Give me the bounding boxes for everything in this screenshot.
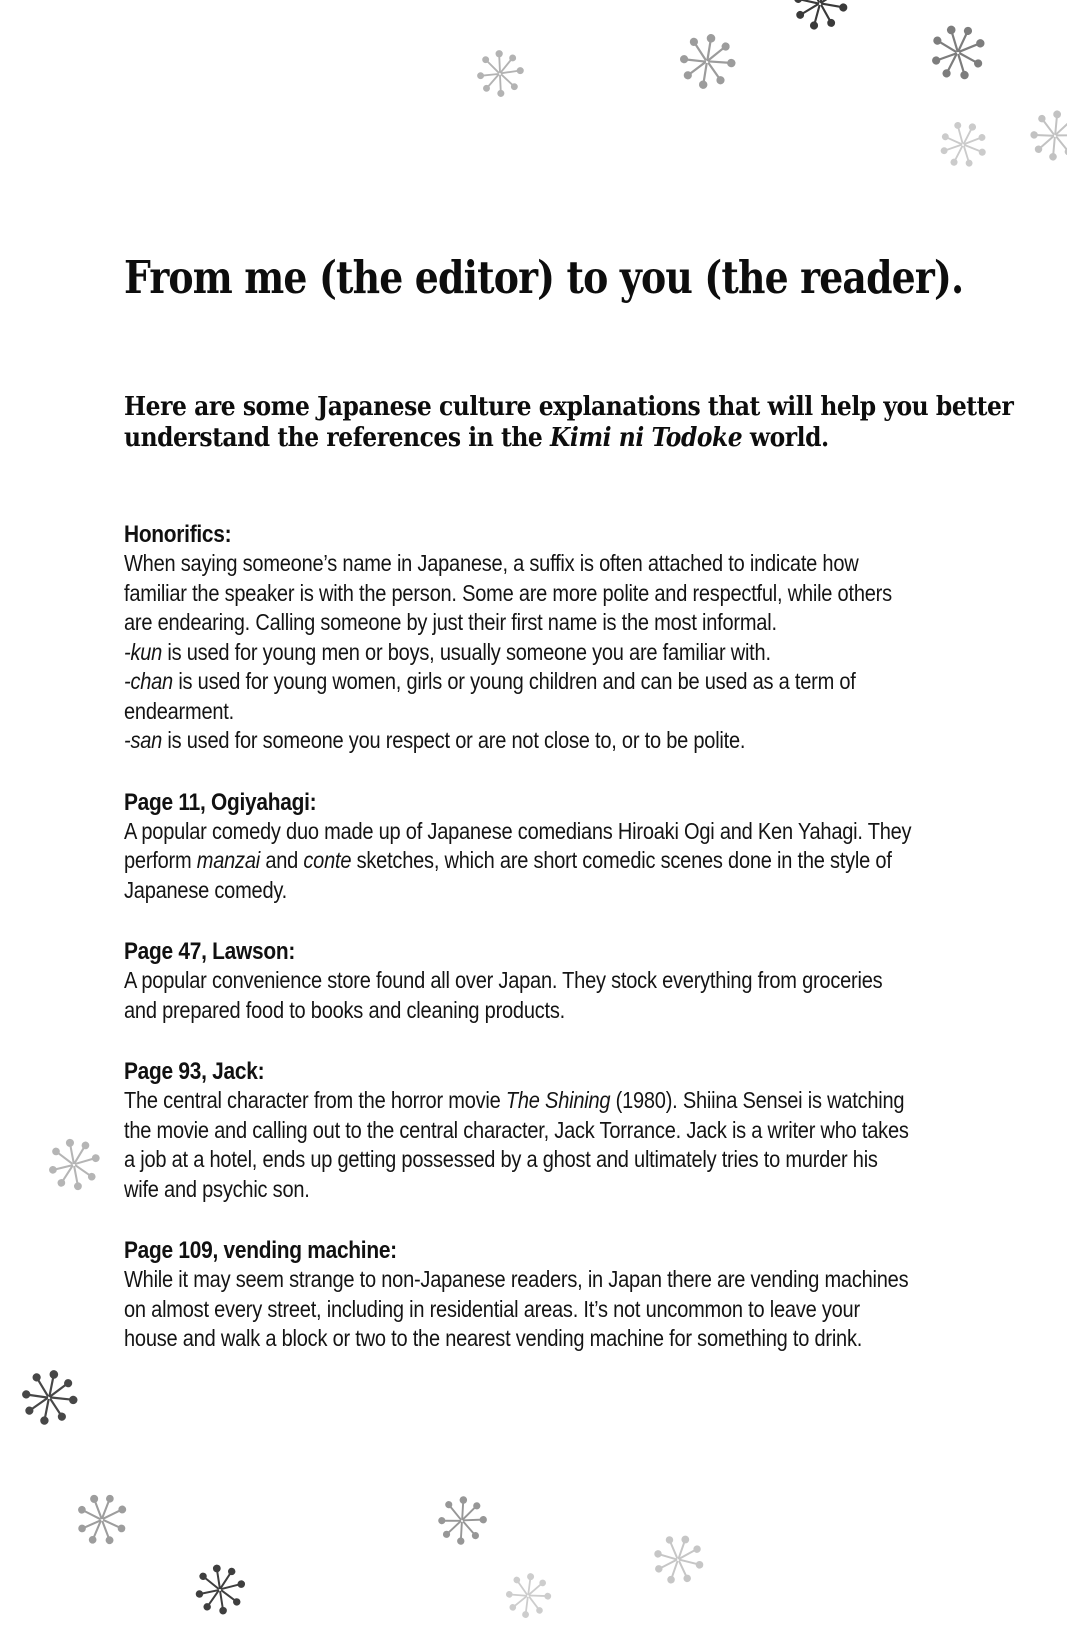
- text-run: and prepared food to books and cleaning products.: [124, 996, 566, 1023]
- text-run: world.: [742, 423, 829, 453]
- text-line: [124, 817, 911, 847]
- section-page-11-ogiyahagi: [124, 788, 911, 906]
- text-run: familiar the speaker is with the person. Some are more polite and respectful, while others: [124, 579, 892, 606]
- text-line: [124, 579, 911, 609]
- section-body: [124, 549, 911, 756]
- section-honorifics: [124, 520, 911, 756]
- text-line: [124, 1145, 911, 1175]
- text-run: When saying someone’s name in Japanese, a suffix is often attached to indicate how: [124, 550, 859, 576]
- text-line: [124, 423, 1013, 454]
- text-run: is used for young women, girls or young children and can be used as a term of: [172, 668, 856, 694]
- text-run: (1980). Shiina Sensei is watching: [610, 1087, 905, 1113]
- section-page-93-jack: [124, 1057, 911, 1204]
- snowflake-icon: [640, 1522, 716, 1598]
- text-line: [124, 392, 1013, 423]
- text-run: A popular comedy duo made up of Japanese comedians Hiroaki Ogi and Ken Yahagi. They: [124, 817, 912, 844]
- text-run: The central character from the horror movie: [124, 1087, 506, 1113]
- italic-text-run: manzai: [196, 847, 260, 873]
- snowflake-icon: [498, 1566, 558, 1626]
- text-line: [124, 697, 911, 727]
- text-line: [124, 1116, 911, 1146]
- text-run: wife and psychic son.: [124, 1175, 310, 1202]
- text-run: understand the references in the: [124, 423, 551, 453]
- section-heading: Page 47, Lawson:: [124, 938, 296, 965]
- section-body: [124, 966, 911, 1025]
- text-run: perform: [124, 847, 197, 873]
- text-run: sketches, which are short comedic scenes done in the style of: [351, 847, 892, 873]
- snowflake-icon: [473, 47, 527, 101]
- italic-text-run: Kimi ni Todoke: [550, 423, 743, 453]
- snowflake-icon: [926, 108, 1000, 182]
- text-run: is used for someone you respect or are not close to, or to be polite.: [162, 727, 746, 753]
- italic-text-run: The Shining: [505, 1087, 611, 1113]
- italic-text-run: -san: [124, 727, 163, 753]
- text-line: [124, 1265, 911, 1295]
- text-run: endearment.: [124, 697, 234, 724]
- text-run: on almost every street, including in residential areas. It’s not uncommon to leave your: [124, 1295, 860, 1322]
- italic-text-run: conte: [303, 847, 352, 873]
- text-line: [124, 996, 911, 1026]
- text-run: the movie and calling out to the central character, Jack Torrance. Jack is a writer who takes: [124, 1116, 909, 1143]
- subtitle: [124, 392, 1013, 454]
- text-line: [124, 667, 911, 697]
- text-run: Here are some Japanese culture explanations that will help you better: [124, 392, 1014, 422]
- text-line: [124, 638, 911, 668]
- text-line: [124, 846, 911, 876]
- text-line: [124, 1175, 911, 1205]
- text-run: a job at a hotel, ends up getting possessed by a ghost and ultimately tries to murder his: [124, 1146, 878, 1172]
- italic-text-run: -kun: [124, 638, 163, 665]
- section-heading: Page 93, Jack:: [124, 1058, 265, 1085]
- text-run: house and walk a block or two to the nearest vending machine for something to drink.: [124, 1325, 863, 1351]
- text-line: [124, 1324, 911, 1354]
- text-line: [124, 1086, 911, 1116]
- text-line: [124, 726, 911, 756]
- snowflake-icon: [188, 1558, 252, 1622]
- text-line: [124, 876, 911, 906]
- section-heading: Page 11, Ogiyahagi:: [124, 788, 317, 816]
- snowflake-icon: [431, 1490, 493, 1552]
- text-line: [124, 1295, 911, 1325]
- snowflake-icon: [1022, 103, 1067, 169]
- section-body: [124, 817, 911, 906]
- text-run: Japanese comedy.: [124, 876, 288, 903]
- notes-content: [124, 520, 911, 1354]
- text-run: is used for young men or boys, usually someone you are familiar with.: [162, 638, 771, 665]
- section-body: [124, 1086, 911, 1204]
- snowflake-icon: [919, 14, 997, 92]
- text-run: A popular convenience store found all over Japan. They stock everything from groceries: [124, 967, 883, 993]
- snowflake-icon: [64, 1482, 140, 1558]
- section-heading: Honorifics:: [124, 521, 232, 548]
- section-page-47-lawson: [124, 937, 911, 1025]
- text-line: [124, 608, 911, 638]
- section-body: [124, 1265, 911, 1354]
- snowflake-icon: [669, 24, 745, 100]
- page-title: From me (the editor) to you (the reader).: [124, 251, 964, 304]
- text-line: [124, 549, 911, 579]
- section-page-109-vending-machine: [124, 1236, 911, 1354]
- italic-text-run: -chan: [124, 668, 173, 694]
- snowflake-icon: [781, 0, 859, 43]
- text-run: and: [259, 847, 304, 873]
- section-heading: Page 109, vending machine:: [124, 1237, 397, 1264]
- text-run: are endearing. Calling someone by just their first name is the most informal.: [124, 609, 777, 635]
- snowflake-icon: [10, 1359, 88, 1437]
- snowflake-icon: [40, 1131, 108, 1199]
- text-line: [124, 966, 911, 996]
- text-run: While it may seem strange to non-Japanese readers, in Japan there are vending machines: [124, 1266, 909, 1292]
